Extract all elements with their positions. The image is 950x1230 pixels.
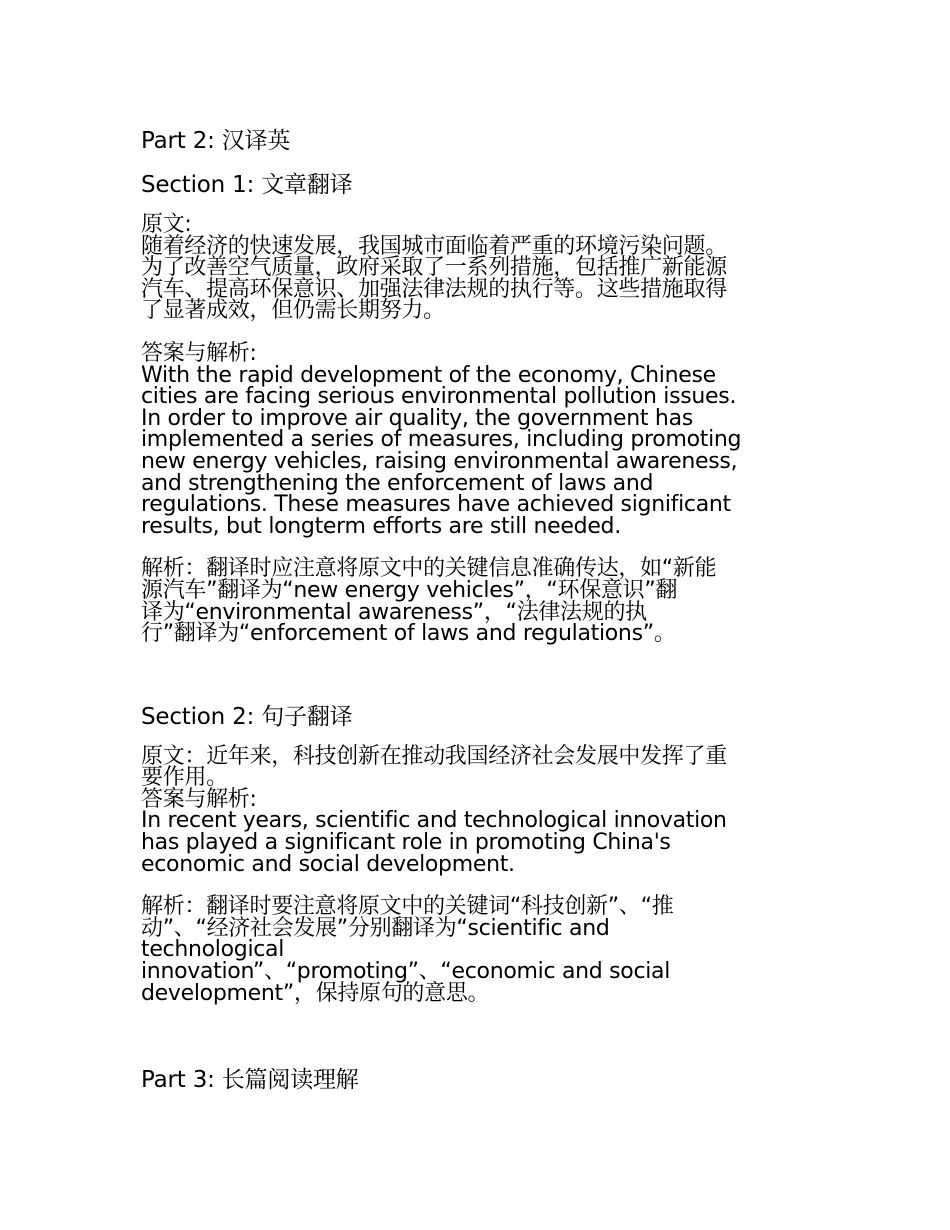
section2-answer (141, 786, 813, 877)
document-page (141, 126, 813, 1095)
answer-line: regulations. These measures have achieved significant (141, 492, 731, 518)
source-line: 了显著成效，但仍需长期努力。 (141, 298, 445, 324)
section2-source (141, 743, 813, 791)
answer-line: results, but longterm efforts are still needed. (141, 513, 621, 539)
answer-line: In order to improve air quality, the government has (141, 405, 693, 431)
answer-label: 答案与解析: (141, 786, 257, 812)
source-line: 要作用。 (141, 765, 228, 791)
answer-line: cities are facing serious environmental pollution issues. (141, 384, 737, 410)
analysis-line: technological (141, 937, 285, 963)
analysis-line: 解析：翻译时应注意将原文中的关键信息准确传达，如“新能 (141, 556, 717, 582)
answer-line: and strengthening the enforcement of laws and (141, 470, 654, 496)
source-line: 为了改善空气质量，政府采取了一系列措施，包括推广新能源 (141, 255, 727, 281)
analysis-line: 译为“environmental awareness”，“法律法规的执 (141, 599, 647, 625)
source-line: 汽车、提高环保意识、加强法律法规的执行等。这些措施取得 (141, 276, 727, 302)
answer-line: economic and social development. (141, 851, 515, 877)
section1-source (141, 214, 813, 322)
part3-title: Part 3: 长篇阅读理解 (141, 1067, 359, 1094)
source-line: 原文：近年来，科技创新在推动我国经济社会发展中发挥了重 (141, 743, 727, 769)
section1-analysis (141, 556, 813, 647)
part2-title: Part 2: 汉译英 (141, 128, 291, 154)
answer-label: 答案与解析: (141, 340, 257, 366)
answer-line: In recent years, scientific and technological innovation (141, 808, 727, 834)
analysis-line: 源汽车”翻译为“new energy vehicles”，“环保意识”翻 (141, 577, 678, 603)
section1-answer (141, 340, 813, 539)
section2-analysis (141, 896, 813, 1004)
source-label: 原文: (141, 212, 192, 237)
source-line: 随着经济的快速发展，我国城市面临着严重的环境污染问题。 (141, 233, 727, 259)
answer-line: implemented a series of measures, including promoting (141, 427, 742, 453)
analysis-line: development”，保持原句的意思。 (141, 980, 490, 1006)
analysis-line: 动”、“经济社会发展”分别翻译为“scientific and (141, 915, 610, 941)
analysis-line: 解析：翻译时要注意将原文中的关键词“科技创新”、“推 (141, 894, 674, 920)
answer-line: has played a significant role in promoting China's (141, 830, 671, 856)
analysis-line: 行”翻译为“enforcement of laws and regulations”。 (141, 621, 676, 647)
analysis-line: innovation”、“promoting”、“economic and social (141, 959, 671, 985)
answer-line: With the rapid development of the economy, Chinese (141, 362, 716, 388)
section2-title: Section 2: 句子翻译 (141, 703, 353, 730)
section1-title: Section 1: 文章翻译 (141, 172, 353, 198)
answer-line: new energy vehicles, raising environmental awareness, (141, 448, 738, 474)
